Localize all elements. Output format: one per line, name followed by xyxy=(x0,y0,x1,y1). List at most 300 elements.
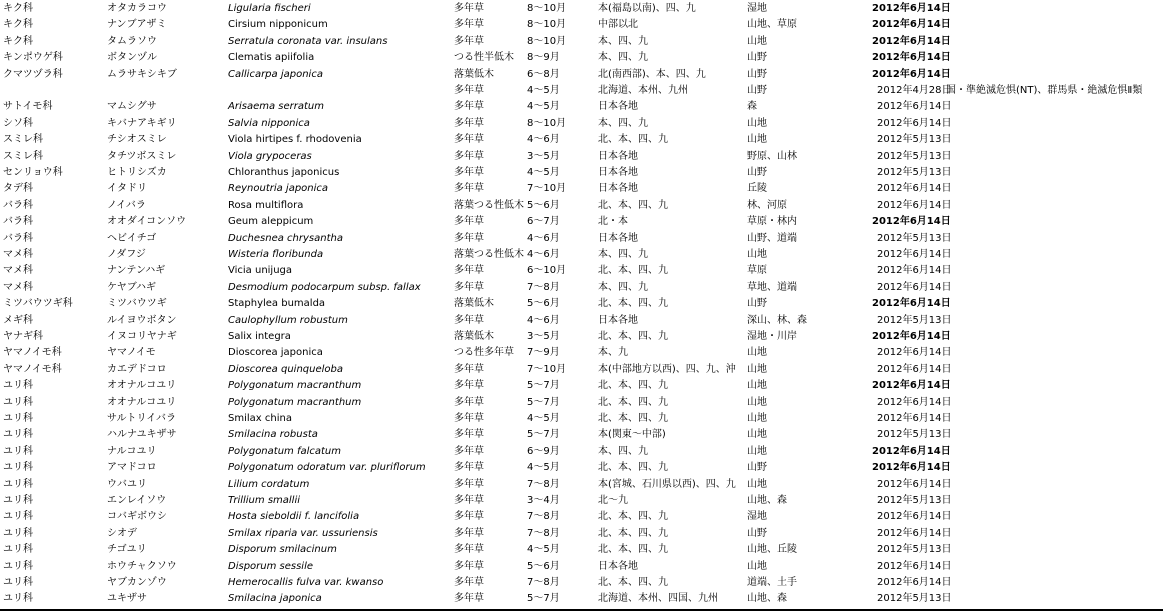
cell-japanese-name[interactable]: アマドコロ xyxy=(107,462,157,474)
cell-habitat[interactable]: 山地、森 xyxy=(747,593,787,605)
cell-family[interactable]: サトイモ科 xyxy=(3,101,53,113)
cell-plant-type[interactable]: 多年草 xyxy=(454,462,484,474)
cell-date[interactable]: 2012年6月14日 xyxy=(877,199,952,211)
cell-plant-type[interactable]: 多年草 xyxy=(454,593,484,605)
cell-distribution[interactable]: 日本各地 xyxy=(598,101,638,113)
cell-japanese-name[interactable]: サルトリイバラ xyxy=(107,413,176,424)
cell-date[interactable]: 2012年6月14日 xyxy=(877,413,952,424)
cell-plant-type[interactable]: 多年草 xyxy=(454,577,484,588)
cell-plant-type[interactable]: 落葉つる性低木 xyxy=(454,199,524,211)
cell-date[interactable]: 2012年6月14日 xyxy=(872,462,951,474)
cell-date[interactable]: 2012年5月13日 xyxy=(877,495,952,506)
cell-scientific-name[interactable]: Caulophyllum robustum xyxy=(228,314,348,326)
cell-distribution[interactable]: 北(南西部)、本、四、九 xyxy=(598,68,706,80)
cell-habitat[interactable]: 山野 xyxy=(747,85,767,96)
cell-date[interactable]: 2012年6月14日 xyxy=(872,380,951,392)
cell-habitat[interactable]: 林、河原 xyxy=(747,199,787,211)
cell-date[interactable]: 2012年6月14日 xyxy=(872,331,951,342)
cell-family[interactable]: ユリ科 xyxy=(3,544,33,556)
cell-scientific-name[interactable]: Hosta sieboldii f. lancifolia xyxy=(228,511,360,523)
cell-flowering-period[interactable]: 4～6月 xyxy=(527,232,560,244)
cell-scientific-name[interactable]: Disporum sessile xyxy=(228,560,314,572)
cell-family[interactable]: ユリ科 xyxy=(3,380,33,392)
cell-habitat[interactable]: 山地 xyxy=(747,429,767,441)
cell-distribution[interactable]: 本(中部地方以西)、四、九、沖 xyxy=(598,363,736,375)
cell-habitat[interactable]: 草原・林内 xyxy=(747,216,797,228)
cell-plant-type[interactable]: 多年草 xyxy=(454,281,484,293)
cell-date[interactable]: 2012年6月14日 xyxy=(872,19,951,31)
cell-japanese-name[interactable]: オタカラコウ xyxy=(107,3,167,14)
cell-date[interactable]: 2012年6月14日 xyxy=(877,249,952,260)
cell-habitat[interactable]: 山地 xyxy=(747,478,767,490)
cell-plant-type[interactable]: 多年草 xyxy=(454,167,484,178)
cell-plant-type[interactable]: 多年草 xyxy=(454,413,484,424)
cell-scientific-name[interactable]: Salvia nipponica xyxy=(228,117,310,129)
cell-flowering-period[interactable]: 5～6月 xyxy=(527,298,560,310)
cell-scientific-name[interactable]: Dioscorea japonica xyxy=(228,347,323,359)
cell-distribution[interactable]: 北、本、四、九 xyxy=(598,527,668,539)
cell-flowering-period[interactable]: 7～8月 xyxy=(527,577,560,588)
cell-distribution[interactable]: 日本各地 xyxy=(598,314,638,326)
cell-habitat[interactable]: 山地 xyxy=(747,560,767,572)
cell-scientific-name[interactable]: Clematis apiifolia xyxy=(228,52,315,64)
cell-family[interactable]: クマツヅラ科 xyxy=(3,68,63,80)
cell-distribution[interactable]: 本、四、九 xyxy=(598,281,648,293)
cell-habitat[interactable]: 山地 xyxy=(747,445,767,457)
cell-flowering-period[interactable]: 4～5月 xyxy=(527,85,560,96)
cell-japanese-name[interactable]: エンレイソウ xyxy=(107,495,167,506)
cell-plant-type[interactable]: 多年草 xyxy=(454,150,484,162)
cell-distribution[interactable]: 北、本、四、九 xyxy=(598,413,668,424)
cell-scientific-name[interactable]: Lilium cordatum xyxy=(228,478,310,490)
cell-distribution[interactable]: 北海道、本州、四国、九州 xyxy=(598,593,718,605)
cell-scientific-name[interactable]: Viola hirtipes f. rhodovenia xyxy=(228,134,362,146)
cell-japanese-name[interactable]: マムシグサ xyxy=(107,101,157,113)
cell-flowering-period[interactable]: 5～6月 xyxy=(527,199,560,211)
cell-flowering-period[interactable]: 3～5月 xyxy=(527,150,560,162)
cell-family[interactable]: ユリ科 xyxy=(3,396,33,408)
cell-japanese-name[interactable]: イタドリ xyxy=(107,183,147,195)
cell-family[interactable]: ユリ科 xyxy=(3,527,33,539)
cell-flowering-period[interactable]: 5～6月 xyxy=(527,560,560,572)
cell-habitat[interactable]: 山野 xyxy=(747,462,767,474)
cell-japanese-name[interactable]: コバギボウシ xyxy=(107,511,167,523)
cell-japanese-name[interactable]: タムラソウ xyxy=(107,35,157,47)
cell-scientific-name[interactable]: Staphylea bumalda xyxy=(228,298,326,310)
cell-flowering-period[interactable]: 8～10月 xyxy=(527,35,567,47)
cell-family[interactable]: ユリ科 xyxy=(3,429,33,441)
cell-scientific-name[interactable]: Polygonatum macranthum xyxy=(228,380,362,392)
cell-plant-type[interactable]: 落葉低木 xyxy=(454,298,494,310)
cell-habitat[interactable]: 山地、草原 xyxy=(747,19,797,31)
cell-scientific-name[interactable]: Duchesnea chrysantha xyxy=(228,232,343,244)
cell-family[interactable]: マメ科 xyxy=(3,281,33,293)
cell-scientific-name[interactable]: Polygonatum odoratum var. pluriflorum xyxy=(228,462,426,474)
cell-distribution[interactable]: 日本各地 xyxy=(598,560,638,572)
cell-distribution[interactable]: 本、四、九 xyxy=(598,445,648,457)
cell-scientific-name[interactable]: Viola grypoceras xyxy=(228,150,312,162)
cell-flowering-period[interactable]: 3～5月 xyxy=(527,331,560,342)
cell-distribution[interactable]: 本、九 xyxy=(598,347,628,359)
cell-scientific-name[interactable]: Wisteria floribunda xyxy=(228,249,324,260)
cell-scientific-name[interactable]: Callicarpa japonica xyxy=(228,68,323,80)
cell-habitat[interactable]: 森 xyxy=(747,101,757,113)
cell-distribution[interactable]: 日本各地 xyxy=(598,167,638,178)
cell-habitat[interactable]: 道端、土手 xyxy=(747,577,797,588)
cell-distribution[interactable]: 本、四、九 xyxy=(598,249,648,260)
cell-distribution[interactable]: 本、四、九 xyxy=(598,52,648,64)
cell-flowering-period[interactable]: 4～5月 xyxy=(527,544,560,556)
cell-japanese-name[interactable]: ノダフジ xyxy=(107,249,146,260)
cell-japanese-name[interactable]: ヘビイチゴ xyxy=(107,232,157,244)
cell-habitat[interactable]: 山地 xyxy=(747,396,767,408)
cell-distribution[interactable]: 北、本、四、九 xyxy=(598,380,668,392)
cell-japanese-name[interactable]: タチツボスミレ xyxy=(107,150,177,162)
cell-japanese-name[interactable]: ボタンヅル xyxy=(107,52,157,64)
cell-flowering-period[interactable]: 5～7月 xyxy=(527,380,560,392)
cell-scientific-name[interactable]: Serratula coronata var. insulans xyxy=(228,35,388,47)
cell-family[interactable]: キク科 xyxy=(3,3,33,14)
cell-family[interactable]: メギ科 xyxy=(3,314,33,326)
cell-scientific-name[interactable]: Cirsium nipponicum xyxy=(228,19,328,31)
cell-habitat[interactable]: 草原 xyxy=(747,265,767,277)
cell-flowering-period[interactable]: 7～8月 xyxy=(527,478,560,490)
cell-habitat[interactable]: 湿地・川岸 xyxy=(747,331,797,342)
cell-plant-type[interactable]: 多年草 xyxy=(454,265,484,277)
cell-distribution[interactable]: 本(関東～中部) xyxy=(598,429,666,441)
cell-habitat[interactable]: 山地 xyxy=(747,380,767,392)
cell-japanese-name[interactable]: ケヤブハギ xyxy=(107,281,156,293)
cell-habitat[interactable]: 野原、山林 xyxy=(747,150,797,162)
cell-date[interactable]: 2012年6月14日 xyxy=(877,577,952,588)
cell-distribution[interactable]: 北、本、四、九 xyxy=(598,331,668,342)
cell-date[interactable]: 2012年5月13日 xyxy=(877,134,952,146)
cell-family[interactable]: ユリ科 xyxy=(3,413,33,424)
cell-habitat[interactable]: 山地、森 xyxy=(747,495,787,506)
cell-distribution[interactable]: 日本各地 xyxy=(598,183,638,195)
cell-scientific-name[interactable]: Vicia unijuga xyxy=(228,265,293,277)
cell-distribution[interactable]: 中部以北 xyxy=(598,19,638,31)
cell-family[interactable]: マメ科 xyxy=(3,249,33,260)
cell-japanese-name[interactable]: ナンブアザミ xyxy=(107,19,167,31)
cell-plant-type[interactable]: 多年草 xyxy=(454,511,484,523)
cell-scientific-name[interactable]: Reynoutria japonica xyxy=(228,183,329,195)
cell-plant-type[interactable]: 多年草 xyxy=(454,3,484,14)
cell-family[interactable]: バラ科 xyxy=(3,216,33,228)
cell-plant-type[interactable]: つる性多年草 xyxy=(454,347,514,359)
cell-habitat[interactable]: 山野 xyxy=(747,527,767,539)
cell-scientific-name[interactable]: Chloranthus japonicus xyxy=(228,167,340,178)
cell-plant-type[interactable]: 多年草 xyxy=(454,216,484,228)
cell-flowering-period[interactable]: 5～7月 xyxy=(527,429,560,441)
cell-family[interactable]: ユリ科 xyxy=(3,462,33,474)
cell-flowering-period[interactable]: 4～5月 xyxy=(527,413,560,424)
cell-japanese-name[interactable]: ノイバラ xyxy=(107,199,146,211)
cell-japanese-name[interactable]: ナンテンハギ xyxy=(107,265,166,277)
cell-scientific-name[interactable]: Dioscorea quinqueloba xyxy=(228,363,344,375)
cell-distribution[interactable]: 北海道、本州、九州 xyxy=(598,85,688,96)
cell-date[interactable]: 2012年5月13日 xyxy=(877,544,952,556)
cell-family[interactable]: タデ科 xyxy=(3,183,33,195)
cell-flowering-period[interactable]: 4～6月 xyxy=(527,249,560,260)
cell-family[interactable]: ヤマノイモ科 xyxy=(3,363,62,375)
table-row xyxy=(0,99,1163,115)
cell-habitat[interactable]: 山地 xyxy=(747,363,767,375)
table-row xyxy=(0,50,1163,66)
cell-japanese-name[interactable]: ハルナユキザサ xyxy=(107,429,177,441)
cell-scientific-name[interactable]: Trillium smallii xyxy=(228,495,301,506)
cell-plant-type[interactable]: 多年草 xyxy=(454,101,484,113)
cell-habitat[interactable]: 草地、道端 xyxy=(747,281,797,293)
cell-japanese-name[interactable]: ヤマノイモ xyxy=(107,347,156,359)
cell-date[interactable]: 2012年6月14日 xyxy=(877,265,952,277)
table-row xyxy=(0,411,1163,427)
cell-plant-type[interactable]: 多年草 xyxy=(454,380,484,392)
cell-scientific-name[interactable]: Geum aleppicum xyxy=(228,216,314,228)
cell-japanese-name[interactable]: チシオスミレ xyxy=(107,134,167,146)
cell-japanese-name[interactable]: ミツバウツギ xyxy=(107,298,167,310)
cell-japanese-name[interactable]: ルイヨウボタン xyxy=(107,314,177,326)
cell-flowering-period[interactable]: 6～8月 xyxy=(527,68,560,80)
cell-date[interactable]: 2012年5月13日 xyxy=(877,593,952,605)
cell-habitat[interactable]: 山地 xyxy=(747,117,767,129)
cell-japanese-name[interactable]: オオナルコユリ xyxy=(107,396,177,408)
cell-flowering-period[interactable]: 7～8月 xyxy=(527,511,560,523)
cell-date[interactable]: 2012年5月13日 xyxy=(877,429,952,441)
cell-date[interactable]: 2012年6月14日 xyxy=(877,511,952,523)
cell-habitat[interactable]: 山野、道端 xyxy=(747,232,797,244)
cell-habitat[interactable]: 山地 xyxy=(747,347,767,359)
cell-scientific-name[interactable]: Smilax china xyxy=(228,413,292,424)
cell-plant-type[interactable]: 多年草 xyxy=(454,363,484,375)
cell-habitat[interactable]: 湿地 xyxy=(747,3,767,14)
cell-scientific-name[interactable]: Salix integra xyxy=(228,331,291,342)
cell-date[interactable]: 2012年6月14日 xyxy=(877,560,952,572)
table-row xyxy=(0,165,1163,181)
cell-distribution[interactable]: 北、本、四、九 xyxy=(598,199,668,211)
cell-plant-type[interactable]: 多年草 xyxy=(454,35,484,47)
cell-flowering-period[interactable]: 6～10月 xyxy=(527,265,567,277)
cell-habitat[interactable]: 山地 xyxy=(747,35,767,47)
cell-distribution[interactable]: 本(宮城、石川県以西)、四、九 xyxy=(598,478,736,490)
cell-distribution[interactable]: 北、本、四、九 xyxy=(598,134,668,146)
cell-date[interactable]: 2012年6月14日 xyxy=(877,101,952,113)
cell-family[interactable]: マメ科 xyxy=(3,265,33,277)
cell-flowering-period[interactable]: 7～10月 xyxy=(527,183,567,195)
cell-date[interactable]: 2012年6月14日 xyxy=(877,478,952,490)
table-row xyxy=(0,17,1163,33)
cell-distribution[interactable]: 北～九 xyxy=(598,495,628,506)
cell-flowering-period[interactable]: 4～5月 xyxy=(527,101,560,113)
cell-plant-type[interactable]: 多年草 xyxy=(454,560,484,572)
cell-note[interactable]: 国・準絶滅危惧(NT)、群馬県・絶滅危惧Ⅱ類 xyxy=(946,85,1143,96)
cell-japanese-name[interactable]: カエデドコロ xyxy=(107,363,167,375)
cell-flowering-period[interactable]: 7～8月 xyxy=(527,527,560,539)
cell-family[interactable]: スミレ科 xyxy=(3,134,43,146)
cell-family[interactable]: キンポウゲ科 xyxy=(3,52,63,64)
cell-date[interactable]: 2012年5月13日 xyxy=(877,314,952,326)
cell-date[interactable]: 2012年6月14日 xyxy=(877,281,952,293)
cell-family[interactable]: センリョウ科 xyxy=(3,167,63,178)
cell-date[interactable]: 2012年6月14日 xyxy=(877,363,952,375)
cell-distribution[interactable]: 北、本、四、九 xyxy=(598,265,668,277)
cell-date[interactable]: 2012年6月14日 xyxy=(872,68,951,80)
cell-scientific-name[interactable]: Hemerocallis fulva var. kwanso xyxy=(228,577,384,588)
cell-flowering-period[interactable]: 8～10月 xyxy=(527,19,567,31)
cell-flowering-period[interactable]: 4～5月 xyxy=(527,167,560,178)
cell-japanese-name[interactable]: ヒトリシズカ xyxy=(107,167,167,178)
cell-scientific-name[interactable]: Ligularia fischeri xyxy=(228,3,311,14)
cell-date[interactable]: 2012年6月14日 xyxy=(872,216,951,228)
cell-scientific-name[interactable]: Polygonatum macranthum xyxy=(228,396,362,408)
cell-date[interactable]: 2012年6月14日 xyxy=(877,183,952,195)
cell-date[interactable]: 2012年6月14日 xyxy=(877,396,952,408)
cell-japanese-name[interactable]: ヤブカンゾウ xyxy=(107,577,167,588)
cell-plant-type[interactable]: 多年草 xyxy=(454,429,484,441)
cell-distribution[interactable]: 北、本、四、九 xyxy=(598,462,668,474)
cell-distribution[interactable]: 北、本、四、九 xyxy=(598,396,668,408)
cell-family[interactable]: ユリ科 xyxy=(3,577,33,588)
cell-flowering-period[interactable]: 7～9月 xyxy=(527,347,560,359)
cell-plant-type[interactable]: 多年草 xyxy=(454,85,484,96)
cell-date[interactable]: 2012年5月13日 xyxy=(877,232,952,244)
cell-date[interactable]: 2012年6月14日 xyxy=(872,52,951,64)
cell-flowering-period[interactable]: 8～10月 xyxy=(527,3,567,14)
cell-family[interactable]: ユリ科 xyxy=(3,593,33,605)
cell-plant-type[interactable]: 多年草 xyxy=(454,232,484,244)
cell-scientific-name[interactable]: Smilacina robusta xyxy=(228,429,318,441)
cell-japanese-name[interactable]: ナルコユリ xyxy=(107,445,157,457)
cell-habitat[interactable]: 山野 xyxy=(747,68,767,80)
cell-scientific-name[interactable]: Smilax riparia var. ussuriensis xyxy=(228,527,378,539)
cell-distribution[interactable]: 日本各地 xyxy=(598,150,638,162)
cell-japanese-name[interactable]: ホウチャクソウ xyxy=(107,560,177,572)
cell-plant-type[interactable]: 多年草 xyxy=(454,396,484,408)
cell-date[interactable]: 2012年6月14日 xyxy=(872,3,951,14)
cell-habitat[interactable]: 山地 xyxy=(747,413,767,424)
cell-habitat[interactable]: 山野 xyxy=(747,52,767,64)
cell-plant-type[interactable]: 多年草 xyxy=(454,544,484,556)
cell-date[interactable]: 2012年6月14日 xyxy=(872,445,951,457)
cell-distribution[interactable]: 本、四、九 xyxy=(598,35,648,47)
cell-plant-type[interactable]: つる性半低木 xyxy=(454,52,514,64)
cell-plant-type[interactable]: 多年草 xyxy=(454,117,484,129)
cell-japanese-name[interactable]: オオナルコユリ xyxy=(107,380,177,392)
cell-japanese-name[interactable]: キバナアキギリ xyxy=(107,117,177,129)
cell-distribution[interactable]: 日本各地 xyxy=(598,232,638,244)
cell-habitat[interactable]: 深山、林、森 xyxy=(747,314,807,326)
cell-family[interactable]: ユリ科 xyxy=(3,511,33,523)
cell-flowering-period[interactable]: 6～9月 xyxy=(527,445,560,457)
cell-habitat[interactable]: 山野 xyxy=(747,167,767,178)
cell-family[interactable]: バラ科 xyxy=(3,199,33,211)
cell-plant-type[interactable]: 多年草 xyxy=(454,183,484,195)
cell-japanese-name[interactable]: シオデ xyxy=(107,527,137,539)
cell-scientific-name[interactable]: Disporum smilacinum xyxy=(228,544,337,556)
cell-family[interactable]: ユリ科 xyxy=(3,445,33,457)
cell-plant-type[interactable]: 多年草 xyxy=(454,445,484,457)
cell-plant-type[interactable]: 多年草 xyxy=(454,495,484,506)
cell-scientific-name[interactable]: Arisaema serratum xyxy=(228,101,324,113)
cell-plant-type[interactable]: 落葉つる性低木 xyxy=(454,249,524,260)
cell-habitat[interactable]: 山地 xyxy=(747,249,767,260)
cell-date[interactable]: 2012年5月13日 xyxy=(877,150,952,162)
cell-flowering-period[interactable]: 3～4月 xyxy=(527,495,560,506)
cell-distribution[interactable]: 北・本 xyxy=(598,216,628,228)
cell-date[interactable]: 2012年4月28日 xyxy=(877,85,952,96)
cell-flowering-period[interactable]: 5～7月 xyxy=(527,396,560,408)
cell-distribution[interactable]: 北、本、四、九 xyxy=(598,298,668,310)
cell-flowering-period[interactable]: 7～10月 xyxy=(527,363,567,375)
cell-family[interactable]: キク科 xyxy=(3,35,33,47)
cell-family[interactable]: ヤナギ科 xyxy=(3,331,43,342)
cell-date[interactable]: 2012年6月14日 xyxy=(872,298,951,310)
cell-flowering-period[interactable]: 5～7月 xyxy=(527,593,560,605)
cell-plant-type[interactable]: 多年草 xyxy=(454,134,484,146)
table-row xyxy=(0,247,1163,263)
cell-distribution[interactable]: 本、四、九 xyxy=(598,117,648,129)
cell-distribution[interactable]: 北、本、四、九 xyxy=(598,577,668,588)
cell-family[interactable]: シソ科 xyxy=(3,117,33,129)
cell-scientific-name[interactable]: Polygonatum falcatum xyxy=(228,445,342,457)
cell-japanese-name[interactable]: イヌコリヤナギ xyxy=(107,331,177,342)
cell-family[interactable]: ユリ科 xyxy=(3,560,33,572)
cell-scientific-name[interactable]: Rosa multiflora xyxy=(228,199,304,211)
cell-plant-type[interactable]: 多年草 xyxy=(454,478,484,490)
cell-family[interactable]: ヤマノイモ科 xyxy=(3,347,62,359)
cell-family[interactable]: ユリ科 xyxy=(3,495,33,506)
cell-distribution[interactable]: 本(福島以南)、四、九 xyxy=(598,3,696,14)
cell-flowering-period[interactable]: 8～10月 xyxy=(527,117,567,129)
cell-plant-type[interactable]: 多年草 xyxy=(454,527,484,539)
cell-scientific-name[interactable]: Smilacina japonica xyxy=(228,593,322,605)
cell-japanese-name[interactable]: ムラサキシキブ xyxy=(107,68,177,80)
cell-habitat[interactable]: 山野 xyxy=(747,298,767,310)
cell-habitat[interactable]: 湿地 xyxy=(747,511,767,523)
cell-distribution[interactable]: 北、本、四、九 xyxy=(598,544,668,556)
cell-family[interactable]: スミレ科 xyxy=(3,150,43,162)
cell-plant-type[interactable]: 多年草 xyxy=(454,19,484,31)
cell-flowering-period[interactable]: 4～6月 xyxy=(527,314,560,326)
cell-family[interactable]: ユリ科 xyxy=(3,478,33,490)
cell-habitat[interactable]: 山地 xyxy=(747,134,767,146)
cell-family[interactable]: ミツバウツギ科 xyxy=(3,298,73,310)
cell-date[interactable]: 2012年6月14日 xyxy=(872,35,951,47)
cell-flowering-period[interactable]: 4～6月 xyxy=(527,134,560,146)
cell-date[interactable]: 2012年6月14日 xyxy=(877,347,952,359)
cell-scientific-name[interactable]: Desmodium podocarpum subsp. fallax xyxy=(228,281,421,293)
cell-japanese-name[interactable]: チゴユリ xyxy=(107,544,147,556)
cell-habitat[interactable]: 山地、丘陵 xyxy=(747,544,797,556)
cell-japanese-name[interactable]: ユキザサ xyxy=(107,593,147,605)
cell-flowering-period[interactable]: 6～7月 xyxy=(527,216,560,228)
cell-date[interactable]: 2012年6月14日 xyxy=(877,527,952,539)
cell-family[interactable]: バラ科 xyxy=(3,232,33,244)
cell-plant-type[interactable]: 落葉低木 xyxy=(454,68,494,80)
cell-distribution[interactable]: 北、本、四、九 xyxy=(598,511,668,523)
cell-plant-type[interactable]: 多年草 xyxy=(454,314,484,326)
cell-family[interactable]: キク科 xyxy=(3,19,33,31)
cell-japanese-name[interactable]: オオダイコンソウ xyxy=(107,216,187,228)
cell-date[interactable]: 2012年6月14日 xyxy=(877,117,952,129)
cell-flowering-period[interactable]: 8～9月 xyxy=(527,52,560,64)
cell-flowering-period[interactable]: 7～8月 xyxy=(527,281,560,293)
cell-plant-type[interactable]: 落葉低木 xyxy=(454,331,494,342)
cell-flowering-period[interactable]: 4～5月 xyxy=(527,462,560,474)
cell-habitat[interactable]: 丘陵 xyxy=(747,183,767,195)
cell-japanese-name[interactable]: ウバユリ xyxy=(107,478,147,490)
cell-date[interactable]: 2012年5月13日 xyxy=(877,167,952,178)
